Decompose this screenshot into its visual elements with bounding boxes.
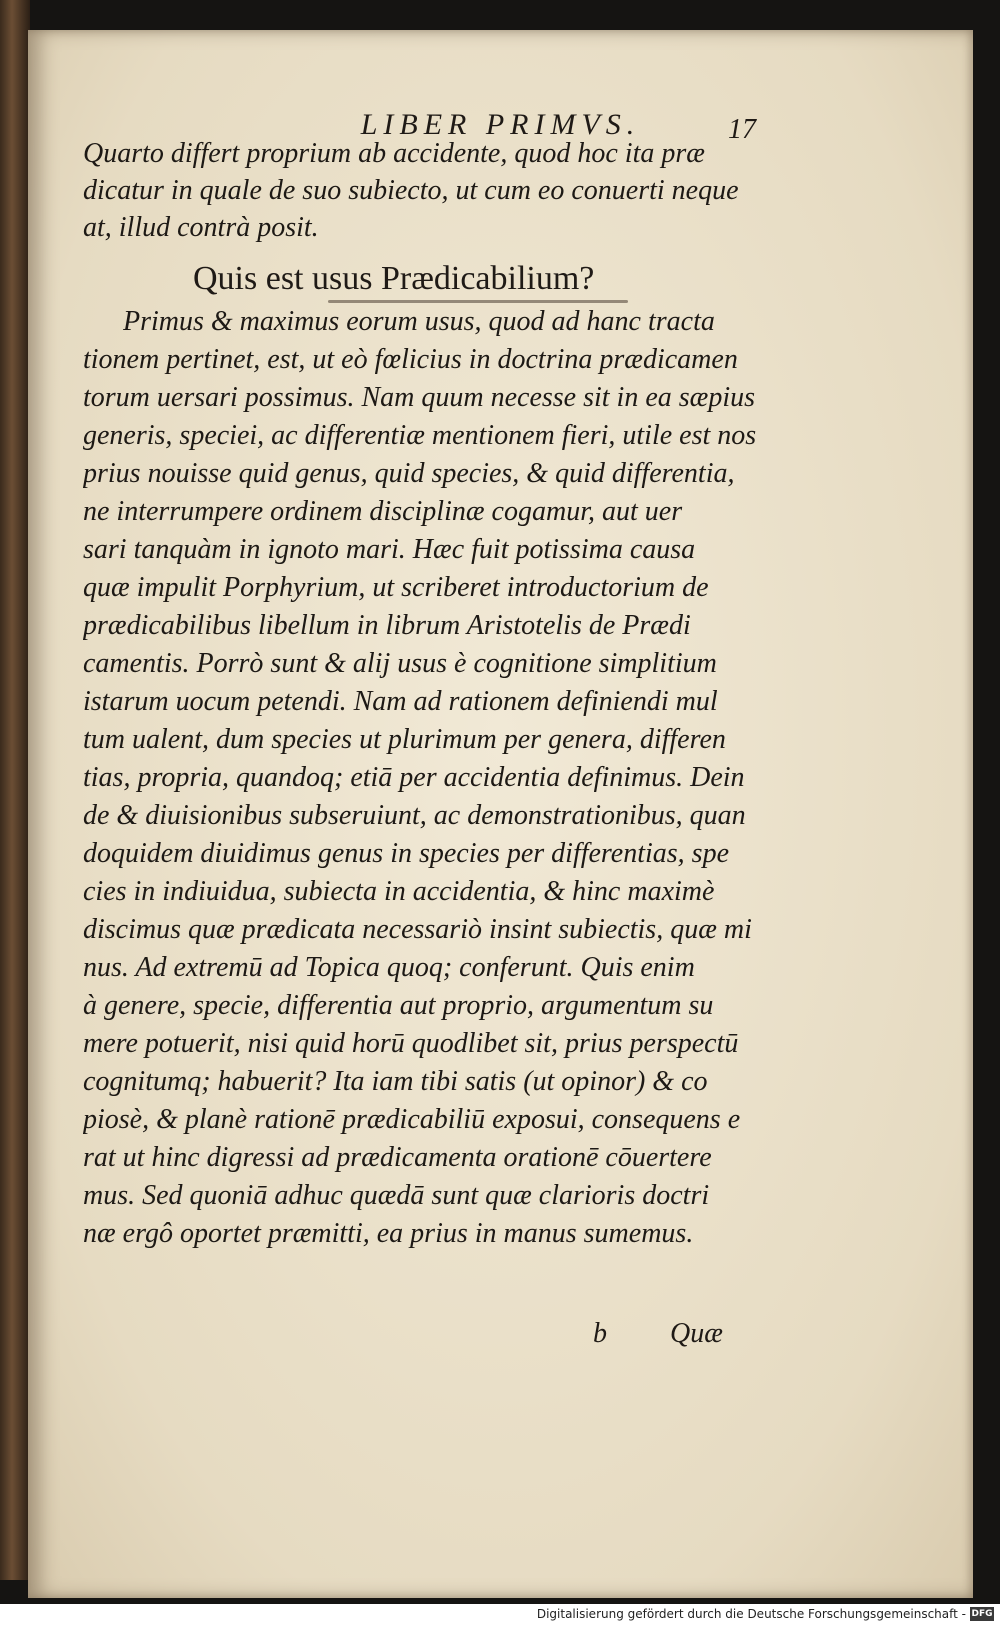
body-line: à genere, specie, differentia aut proprio, argumentum su [83,990,714,1021]
section-question-heading: Quis est usus Prædicabilium? [193,260,595,297]
body-line: ne interrumpere ordinem disciplinæ cogamur, aut uer [83,496,683,527]
body-line: prius nouisse quid genus, quid species, & quid differentia, [83,458,735,489]
body-line: nus. Ad extremū ad Topica quoq; conferunt. Quis enim [83,952,695,983]
intro-line: at, illud contrà posit. [83,212,319,243]
body-line: rat ut hinc digressi ad prædicamenta orationē cōuertere [83,1142,712,1173]
digitization-footer [0,1604,1000,1626]
body-line: tias, propria, quandoq; etiā per accidentia definimus. Dein [83,762,745,793]
ink-underline-mark [328,300,628,303]
body-line: mus. Sed quoniā adhuc quædā sunt quæ clarioris doctri [83,1180,710,1211]
dfg-logo: DFG [971,1609,993,1619]
body-line: quæ impulit Porphyrium, ut scriberet introductorium de [83,572,709,603]
body-line: doquidem diuidimus genus in species per differentias, spe [83,838,729,869]
footer-credit-text: Digitalisierung gefördert durch die Deutsche Forschungsgemeinschaft - [536,1607,966,1621]
body-line: cognitumq; habuerit? Ita iam tibi satis (ut opinor) & co [83,1066,708,1097]
body-line: cies in indiuidua, subiecta in accidentia, & hinc maximè [83,876,715,907]
body-line: næ ergô oportet præmitti, ea prius in manus sumemus. [83,1218,694,1249]
body-line: istarum uocum petendi. Nam ad rationem definiendi mul [83,686,718,717]
page-number: 17 [728,114,756,145]
running-head: LIBER PRIMVS. [360,108,641,141]
body-line: de & diuisionibus subseruiunt, ac demonstrationibus, quan [83,800,746,831]
body-line: camentis. Porrò sunt & alij usus è cognitione simplitium [83,648,717,679]
body-line: torum uersari possimus. Nam quum necesse sit in ea sæpius [83,382,756,413]
intro-line: dicatur in quale de suo subiecto, ut cum eo conuerti neque [83,175,739,206]
body-line: prædicabilibus libellum in librum Aristotelis de Prædi [83,610,691,641]
body-line: piosè, & planè rationē prædicabiliū exposui, consequens e [83,1104,741,1135]
body-line: discimus quæ prædicata necessariò insint subiectis, quæ mi [83,914,752,945]
body-line: sari tanquàm in ignoto mari. Hæc fuit potissima causa [83,534,696,565]
catchword: Quæ [670,1318,723,1349]
body-line: generis, speciei, ac differentiæ mentionem fieri, utile est nos [83,420,757,451]
book-spine [0,0,30,1580]
intro-line: Quarto differt proprium ab accidente, quod hoc ita præ [83,138,705,169]
body-line: mere potuerit, nisi quid horū quodlibet sit, prius perspectū [83,1028,739,1059]
text-block [28,30,973,1598]
book-page [28,30,973,1598]
body-line: tionem pertinet, est, ut eò fœlicius in doctrina prædicamen [83,344,738,375]
signature-mark: b [593,1318,607,1349]
body-line: Primus & maximus eorum usus, quod ad hanc tracta [123,306,715,337]
body-line: tum ualent, dum species ut plurimum per genera, differen [83,724,726,755]
